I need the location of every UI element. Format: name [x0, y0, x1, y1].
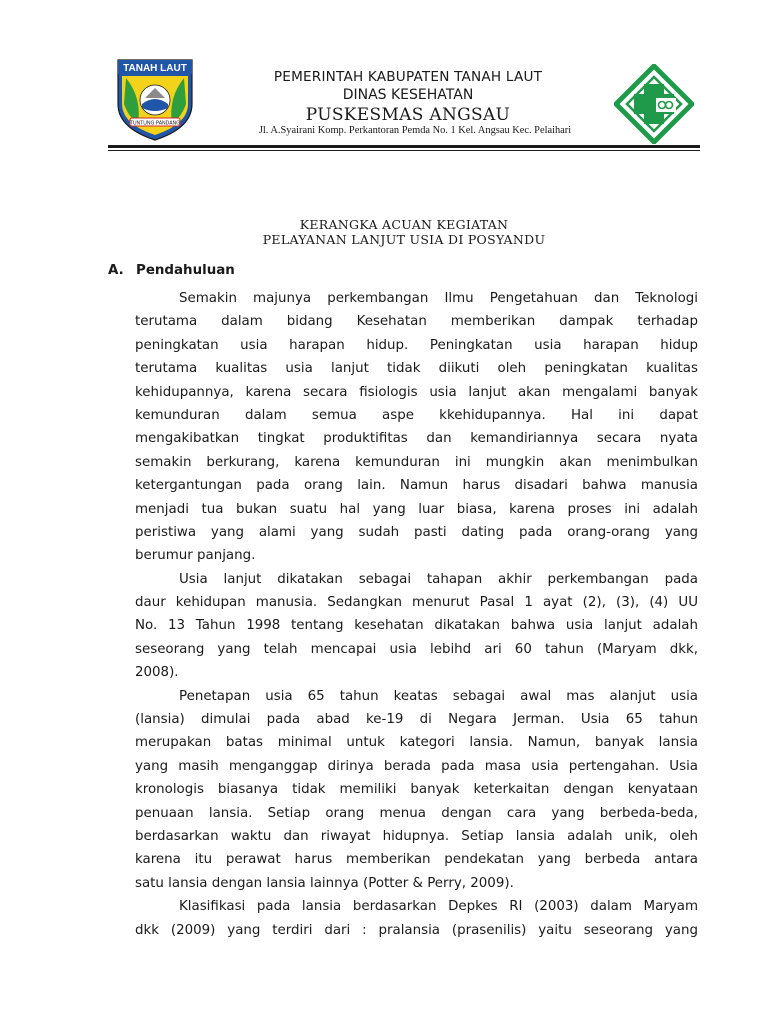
- paragraph-line: daur kehidupan manusia. Sedangkan menurut Pasal 1 ayat (2), (3), (4) UU: [135, 595, 698, 611]
- emblem-banner-text: TUNTUNG PANDANG: [129, 120, 181, 127]
- paragraph-line: Klasifikasi pada lansia berdasarkan Depkes RI (2003) dalam Maryam: [179, 899, 698, 915]
- paragraph-line: yang masih menganggap dirinya berada pada masa usia pertengahan. Usia: [135, 758, 698, 774]
- paragraph-line: peningkatan usia harapan hidup. Peningkatan usia harapan hidup: [135, 337, 698, 353]
- paragraph-line: 2008).: [135, 665, 179, 681]
- emblem-title-text: TANAH LAUT: [123, 63, 187, 74]
- paragraph-line: menjadi tua bukan suatu hal yang luar biasa, karena proses ini adalah: [135, 501, 698, 517]
- section-heading: [108, 263, 235, 278]
- department-name: DINAS KESEHATAN: [342, 87, 474, 103]
- title-line-1: KERANGKA ACUAN KEGIATAN: [299, 217, 509, 232]
- paragraph-line: kemunduran dalam semua aspe kkehidupannya. Hal ini dapat: [135, 407, 698, 423]
- paragraph-line: berdasarkan waktu dan riwayat hidupnya. Setiap lansia adalah unik, oleh: [135, 828, 698, 844]
- paragraph-line: merupakan batas minimal untuk kategori lansia. Namun, banyak lansia: [135, 735, 698, 751]
- title-line-2: PELAYANAN LANJUT USIA DI POSYANDU: [262, 232, 546, 247]
- letterhead: [218, 68, 598, 126]
- puskesmas-logo: [614, 64, 694, 144]
- paragraph-line: kehidupannya, karena secara fisiologis usia lanjut akan mengalami banyak: [135, 384, 698, 400]
- header-divider-thick: [108, 145, 700, 148]
- paragraph-line: karena itu perawat harus memberikan pendekatan yang berbeda antara: [135, 852, 698, 868]
- paragraph-line: dkk (2009) yang terdiri dari : pralansia (prasenilis) yaitu seseorang yang: [135, 922, 698, 938]
- address-line: Jl. A.Syairani Komp. Perkantoran Pemda No. 1 Kel. Angsau Kec. Pelaihari: [258, 125, 572, 136]
- paragraph-line: mengakibatkan tingkat produktifitas dan kemandiriannya secara nyata: [135, 431, 698, 447]
- header-divider-thin: [108, 150, 700, 151]
- paragraph-line: berumur panjang.: [135, 548, 256, 564]
- paragraph-line: (lansia) dimulai pada abad ke-19 di Negara Jerman. Usia 65 tahun: [135, 712, 698, 728]
- paragraph-line: penuaan lansia. Setiap orang menua dengan cara yang berbeda-beda,: [135, 805, 698, 821]
- paragraph-line: peristiwa yang alami yang sudah pasti dating pada orang-orang yang: [135, 524, 698, 540]
- puskesmas-name: PUSKESMAS ANGSAU: [305, 105, 511, 125]
- government-name: PEMERINTAH KABUPATEN TANAH LAUT: [273, 69, 543, 85]
- paragraph-line: terutama kualitas usia lanjut tidak diikuti oleh peningkatan kualitas: [135, 361, 698, 377]
- paragraph-line: terutama dalam bidang Kesehatan memberikan dampak terhadap: [135, 314, 698, 330]
- tanah-laut-emblem: [112, 58, 198, 142]
- paragraph-line: Semakin majunya perkembangan Ilmu Pengetahuan dan Teknologi: [179, 291, 698, 306]
- paragraph-line: satu lansia dengan lansia lainnya (Potter & Perry, 2009).: [135, 875, 514, 891]
- body-text: [135, 287, 698, 942]
- paragraph-line: semakin berkurang, karena kemunduran ini mungkin akan menimbulkan: [135, 454, 698, 470]
- paragraph-line: ketergantungan pada orang lain. Namun harus disadari bahwa manusia: [135, 478, 698, 494]
- section-letter: A.: [108, 263, 124, 278]
- section-title: Pendahuluan: [136, 263, 235, 278]
- paragraph-line: seseorang yang telah mencapai usia lebihd ari 60 tahun (Maryam dkk,: [135, 641, 698, 657]
- document-title: [108, 217, 700, 247]
- paragraph-line: Usia lanjut dikatakan sebagai tahapan akhir perkembangan pada: [179, 571, 698, 587]
- paragraph-line: Penetapan usia 65 tahun keatas sebagai awal mas alanjut usia: [179, 688, 698, 704]
- paragraph-line: kronologis biasanya tidak memiliki banyak keterkaitan dengan kenyataan: [135, 782, 698, 798]
- paragraph-line: No. 13 Tahun 1998 tentang kesehatan dikatakan bahwa usia lanjut adalah: [135, 618, 698, 634]
